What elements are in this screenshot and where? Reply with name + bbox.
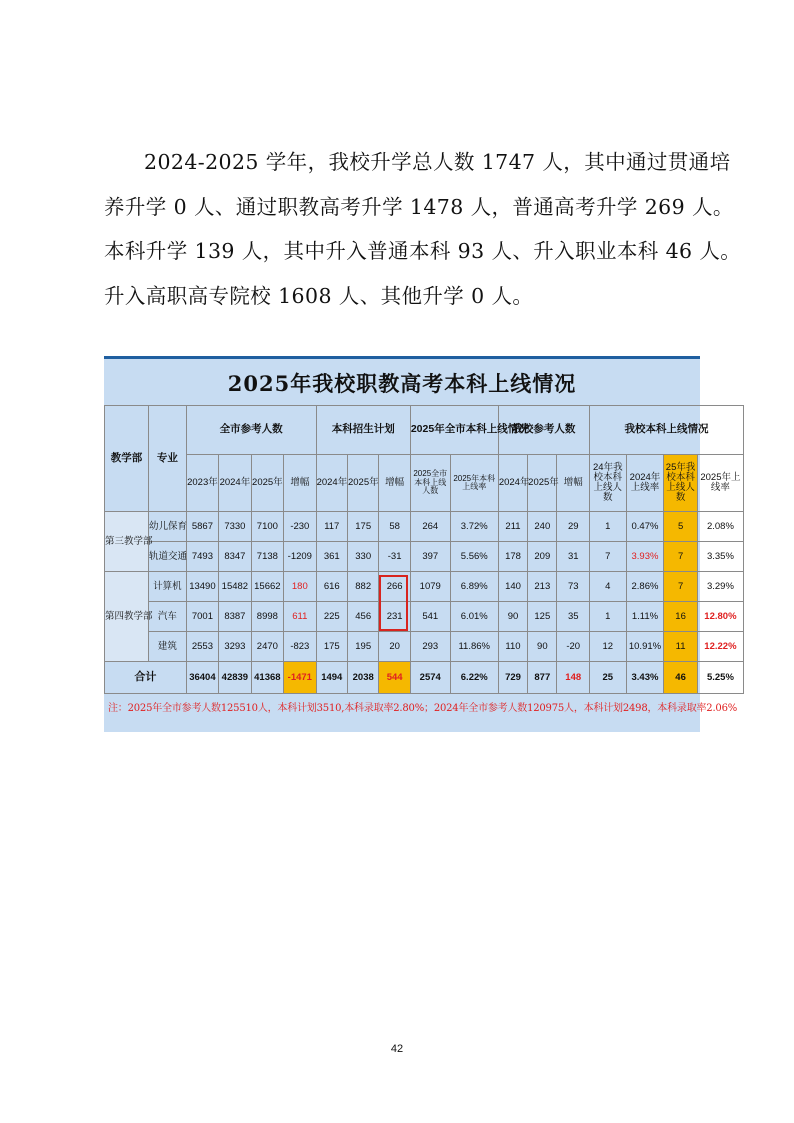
cell: 6.01% xyxy=(450,602,498,632)
cell: 12.22% xyxy=(697,632,743,662)
cell: 3.72% xyxy=(450,512,498,542)
cell: 240 xyxy=(528,512,557,542)
subheader: 2025年 xyxy=(528,455,557,512)
header-plan: 本科招生计划 xyxy=(316,406,410,455)
cell-major: 计算机 xyxy=(148,572,186,602)
cell: 46 xyxy=(664,662,698,694)
subheader: 25年我校本科上线人数 xyxy=(664,455,698,512)
subheader: 2023年 xyxy=(186,455,218,512)
cell: 15482 xyxy=(219,572,251,602)
paragraph-line: 本科升学 139 人，其中升入普通本科 93 人、升入职业本科 46 人。 xyxy=(104,239,742,263)
table-row xyxy=(105,542,744,572)
subheader-row xyxy=(105,455,744,512)
cell: 7 xyxy=(664,542,698,572)
cell: 31 xyxy=(557,542,589,572)
results-table xyxy=(104,405,744,694)
cell: -230 xyxy=(284,512,316,542)
cell: 20 xyxy=(379,632,410,662)
table-row xyxy=(105,572,744,602)
cell: 3.29% xyxy=(697,572,743,602)
cell: 330 xyxy=(347,542,378,572)
cell-major: 轨道交通 xyxy=(148,542,186,572)
cell: 90 xyxy=(528,632,557,662)
cell-major: 幼儿保育 xyxy=(148,512,186,542)
cell: 35 xyxy=(557,602,589,632)
cell: 2470 xyxy=(251,632,283,662)
cell: 8387 xyxy=(219,602,251,632)
header-school: 我校参考人数 xyxy=(498,406,589,455)
subheader: 2025年 xyxy=(251,455,283,512)
cell: 3293 xyxy=(219,632,251,662)
header-row xyxy=(105,406,744,455)
total-label: 合计 xyxy=(105,662,187,694)
cell: 729 xyxy=(498,662,527,694)
cell: 15662 xyxy=(251,572,283,602)
table-row xyxy=(105,512,744,542)
cell: 12 xyxy=(589,632,626,662)
cell: 90 xyxy=(498,602,527,632)
paragraph-line: 2024-2025 学年，我校升学总人数 1747 人，其中通过贯通培 xyxy=(144,150,731,174)
cell: 544 xyxy=(379,662,410,694)
subheader: 24年我校本科上线人数 xyxy=(589,455,626,512)
header-school-line: 我校本科上线情况 xyxy=(589,406,743,455)
cell: 7 xyxy=(589,542,626,572)
cell: 2038 xyxy=(347,662,378,694)
cell: 2553 xyxy=(186,632,218,662)
cell: 7001 xyxy=(186,602,218,632)
header-city: 全市参考人数 xyxy=(186,406,316,455)
cell-value: 266 xyxy=(386,580,403,592)
cell: 213 xyxy=(528,572,557,602)
subheader: 2024年上线率 xyxy=(626,455,664,512)
table-image xyxy=(104,356,741,732)
subheader: 2025年 xyxy=(347,455,378,512)
cell: 195 xyxy=(347,632,378,662)
cell: 6.22% xyxy=(450,662,498,694)
cell: 3.35% xyxy=(697,542,743,572)
cell: 5.56% xyxy=(450,542,498,572)
cell: 397 xyxy=(410,542,450,572)
cell: -823 xyxy=(284,632,316,662)
cell: 231 xyxy=(379,602,410,632)
cell: -20 xyxy=(557,632,589,662)
paragraph-line: 养升学 0 人、通过职教高考升学 1478 人，普通高考升学 269 人。 xyxy=(104,194,734,219)
cell: 41368 xyxy=(251,662,283,694)
cell: 10.91% xyxy=(626,632,664,662)
cell: 42839 xyxy=(219,662,251,694)
cell: 175 xyxy=(347,512,378,542)
cell: 7330 xyxy=(219,512,251,542)
subheader: 增幅 xyxy=(557,455,589,512)
subheader: 2024年 xyxy=(498,455,527,512)
paragraph-line: 升入高职高专院校 1608 人、其他升学 0 人。 xyxy=(104,283,534,308)
cell xyxy=(379,572,410,602)
subheader: 2025年本科上线率 xyxy=(450,455,498,512)
cell: 2.08% xyxy=(697,512,743,542)
cell: 11 xyxy=(664,632,698,662)
cell: 2574 xyxy=(410,662,450,694)
cell-major: 汽车 xyxy=(148,602,186,632)
cell: 58 xyxy=(379,512,410,542)
cell: 178 xyxy=(498,542,527,572)
header-city-line: 2025年全市本科上线情况 xyxy=(410,406,498,455)
cell: -1209 xyxy=(284,542,316,572)
cell: 611 xyxy=(284,602,316,632)
cell: 13490 xyxy=(186,572,218,602)
intro-paragraph xyxy=(104,140,742,318)
cell: 180 xyxy=(284,572,316,602)
cell: 4 xyxy=(589,572,626,602)
group-label: 第三教学部 xyxy=(105,512,149,572)
cell: 882 xyxy=(347,572,378,602)
subheader: 2024年 xyxy=(316,455,347,512)
cell: 175 xyxy=(316,632,347,662)
cell: 3.93% xyxy=(626,542,664,572)
cell: 211 xyxy=(498,512,527,542)
subheader: 2025年上线率 xyxy=(697,455,743,512)
cell: 8347 xyxy=(219,542,251,572)
cell: 209 xyxy=(528,542,557,572)
cell-major: 建筑 xyxy=(148,632,186,662)
cell: 361 xyxy=(316,542,347,572)
cell: 3.43% xyxy=(626,662,664,694)
cell: 73 xyxy=(557,572,589,602)
cell: 29 xyxy=(557,512,589,542)
cell: 1.11% xyxy=(626,602,664,632)
subheader: 增幅 xyxy=(379,455,410,512)
table-note: 注：2025年全市参考人数125510人，本科计划3510,本科录取率2.80%；2024年全市参考人数120975人，本科计划2498，本科录取率2.06% xyxy=(108,703,738,714)
cell: 7493 xyxy=(186,542,218,572)
cell: 125 xyxy=(528,602,557,632)
cell: -1471 xyxy=(284,662,316,694)
cell: 5.25% xyxy=(697,662,743,694)
cell: 11.86% xyxy=(450,632,498,662)
cell: 5 xyxy=(664,512,698,542)
table-row xyxy=(105,632,744,662)
cell: 293 xyxy=(410,632,450,662)
page-number: 42 xyxy=(390,1043,404,1055)
cell: 7138 xyxy=(251,542,283,572)
subheader: 增幅 xyxy=(284,455,316,512)
cell: 25 xyxy=(589,662,626,694)
cell: 456 xyxy=(347,602,378,632)
cell: 0.47% xyxy=(626,512,664,542)
cell: 7100 xyxy=(251,512,283,542)
cell: 7 xyxy=(664,572,698,602)
cell: 1079 xyxy=(410,572,450,602)
cell: 110 xyxy=(498,632,527,662)
cell: 1 xyxy=(589,602,626,632)
cell: 148 xyxy=(557,662,589,694)
cell: 2.86% xyxy=(626,572,664,602)
cell: 6.89% xyxy=(450,572,498,602)
cell: 8998 xyxy=(251,602,283,632)
cell: 264 xyxy=(410,512,450,542)
table-top-border xyxy=(104,356,700,359)
cell: 12.80% xyxy=(697,602,743,632)
cell: 1 xyxy=(589,512,626,542)
subheader: 2025全市本科上线人数 xyxy=(410,455,450,512)
cell: 225 xyxy=(316,602,347,632)
cell: 1494 xyxy=(316,662,347,694)
cell: 877 xyxy=(528,662,557,694)
header-dept: 教学部 xyxy=(105,406,149,512)
cell: 5867 xyxy=(186,512,218,542)
cell: 541 xyxy=(410,602,450,632)
table-row xyxy=(105,602,744,632)
cell: -31 xyxy=(379,542,410,572)
cell: 140 xyxy=(498,572,527,602)
cell: 117 xyxy=(316,512,347,542)
total-row xyxy=(105,662,744,694)
cell: 36404 xyxy=(186,662,218,694)
table-title: 2025年我校职教高考本科上线情况 xyxy=(227,371,577,396)
group-label: 第四教学部 xyxy=(105,572,149,662)
cell: 616 xyxy=(316,572,347,602)
header-major: 专业 xyxy=(148,406,186,512)
subheader: 2024年 xyxy=(219,455,251,512)
cell: 16 xyxy=(664,602,698,632)
